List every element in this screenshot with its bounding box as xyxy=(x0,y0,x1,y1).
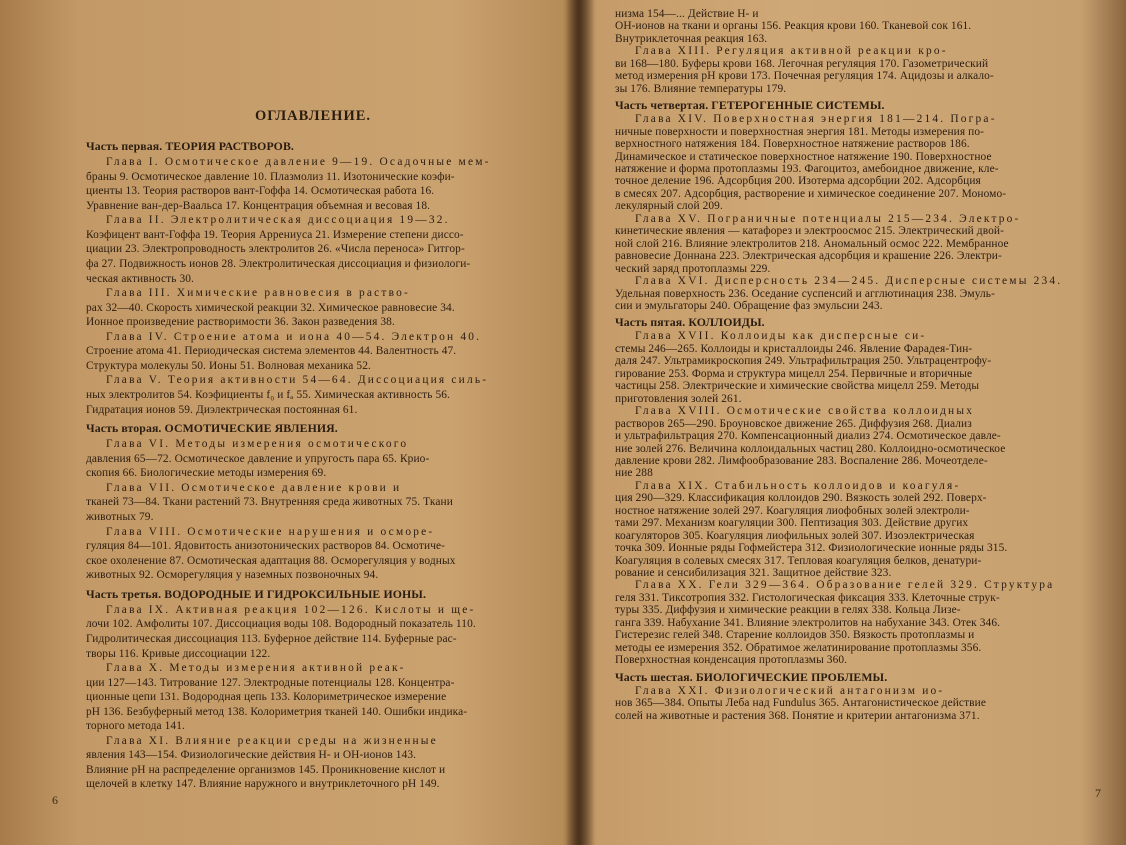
toc-line: ние 288 xyxy=(615,467,653,480)
toc-line: и ультрафильтрация 270. Компенсационный диализ 274. Осмотическое давле- xyxy=(615,430,1001,443)
toc-line: Влияние pH на распределение организмов 145. Проникновение кислот и xyxy=(86,763,446,776)
toc-line: Внутриклеточная реакция 163. xyxy=(615,32,768,45)
toc-line: явления 143—154. Физиологические действия H- и OH-ионов 143. xyxy=(86,749,417,762)
toc-line: давления 65—72. Осмотическое давление и упругость пара 65. Крио- xyxy=(86,452,430,465)
toc-line: Строение атома 41. Периодическая система элементов 44. Валентность 47. xyxy=(86,345,457,358)
toc-line: ной слой 216. Влияние электролитов 218. Аномальный осмос 222. Мембранное xyxy=(615,237,1009,250)
toc-line: ных электролитов 54. Коэфициенты f₀ и fₐ 55. Химическая активность 56. xyxy=(86,388,450,401)
toc-line: ческий заряд протоплазмы 229. xyxy=(615,262,771,275)
toc-line: фа 27. Подвижность ионов 28. Электролитическая диссоциация и физиологи- xyxy=(86,258,471,270)
chapter-heading-line: Глава XIII. Регуляция активной реакции кро- xyxy=(635,45,948,58)
toc-line: ничные поверхности и поверхностная энергия 181. Методы измерения по- xyxy=(615,125,985,138)
toc-line: давление крови 282. Лимфообразование 283. Воспаление 286. Мочеотделе- xyxy=(615,454,988,467)
toc-line: приготовления золей 261. xyxy=(615,392,742,405)
toc-line: Уравнение ван-дер-Ваальса 17. Концентрация объемная и весовая 18. xyxy=(86,199,431,212)
toc-line: Гидролитическая диссоциация 113. Буферное действие 114. Буферные рас- xyxy=(86,632,457,645)
chapter-heading-line: Глава VI. Методы измерения осмотического xyxy=(106,438,409,451)
part-heading: Часть первая. ТЕОРИЯ РАСТВОРОВ. xyxy=(86,139,294,153)
toc-line: Гистерезис гелей 348. Старение коллоидов 350. Вязкость протоплазмы и xyxy=(615,629,975,642)
right-page xyxy=(579,0,1126,845)
toc-line: даля 247. Ультрамикроскопия 249. Ультрафильтрация 250. Ультрацентрофу- xyxy=(615,355,992,368)
toc-line: рование и сенсибилизация 321. Защитное действие 323. xyxy=(615,567,892,579)
toc-line: ское охоленение 87. Осмотическая адаптация 88. Осморегуляция у водных xyxy=(86,554,456,567)
chapter-heading-line: Глава XVI. Дисперсность 234—245. Дисперсные системы 234. xyxy=(635,275,1063,288)
chapter-heading-line: Глава I. Осмотическое давление 9—19. Осадочные мем- xyxy=(106,156,491,169)
chapter-heading-line: Глава XVIII. Осмотические свойства коллоидных xyxy=(635,405,975,418)
part-heading: Часть четвертая. ГЕТЕРОГЕННЫЕ СИСТЕМЫ. xyxy=(615,98,885,113)
toc-line: точное деление 196. Адсорбция 200. Изотерма адсорбции 202. Адсорбция xyxy=(615,175,981,188)
toc-line: нов 365—384. Опыты Леба над Fundulus 365. Антагонистическое действие xyxy=(615,697,986,710)
toc-line: ция 290—329. Классификация коллоидов 290. Вязкость золей 292. Поверх- xyxy=(615,492,987,505)
toc-line: творы 116. Кривые диссоциации 122. xyxy=(86,647,271,660)
toc-line: верхностного натяжения 184. Поверхностное натяжение растворов 186. xyxy=(615,138,970,151)
toc-line: торного метода 141. xyxy=(86,720,185,733)
toc-line: ностное натяжение золей 297. Коагуляция лиофобных золей электроли- xyxy=(615,504,970,517)
toc-line: рах 32—40. Скорость химической реакции 32. Химическое равновесие 34. xyxy=(86,301,455,314)
toc-line: Динамическое и статическое поверхностное натяжение 190. Поверхностное xyxy=(615,150,992,163)
toc-line: сии и эмульгаторы 240. Обращение фаз эмульсии 243. xyxy=(615,299,883,312)
chapter-heading-line: Глава XIV. Поверхностная энергия 181—214. Погра- xyxy=(635,113,997,126)
toc-line: стемы 246—265. Коллоиды и кристаллоиды 246. Явление Фарадея-Тин- xyxy=(615,342,973,355)
toc-line: Ионное произведение растворимости 36. Закон разведения 38. xyxy=(86,316,395,329)
toc-line: низма 154—... Действие H- и xyxy=(615,8,759,20)
chapter-heading-line: Глава VII. Осмотическое давление крови и xyxy=(106,481,402,494)
toc-line: Коэфицент вант-Гоффа 19. Теория Аррениуса 21. Измерение степени диссо- xyxy=(86,228,464,241)
toc-line: туры 335. Диффузия и химические реакции в гелях 338. Кольца Лизе- xyxy=(615,604,961,617)
toc-line: циенты 13. Теория растворов вант-Гоффа 14. Осмотическая работа 16. xyxy=(86,185,435,198)
toc-line: частицы 258. Электрические и химические свойства мицелл 259. Методы xyxy=(615,380,980,393)
part-heading: Часть шестая. БИОЛОГИЧЕСКИЕ ПРОБЛЕМЫ. xyxy=(615,669,888,684)
chapter-heading-line: Глава XVII. Коллоиды как дисперсные си- xyxy=(635,330,927,343)
toc-line: щелочей в клетку 147. Влияние наружного и внутриклеточного pH 149. xyxy=(86,778,440,791)
toc-line: ганга 339. Набухание 341. Влияние электролитов на набухание 343. Отек 346. xyxy=(615,616,1001,629)
toc-line: животных 79. xyxy=(86,510,154,523)
toc-line: pH 136. Безбуферный метод 138. Колориметрия тканей 140. Ошибки индика- xyxy=(86,705,468,718)
toc-line: Коагуляция в солевых смесях 317. Тепловая коагуляция белков, денатури- xyxy=(615,554,982,567)
toc-line: ческая активность 30. xyxy=(86,272,195,285)
toc-line: гирование 253. Форма и структура мицелл 254. Первичные и вторичные xyxy=(615,367,973,380)
toc-line: ционные цепи 131. Водородная цепь 133. Колориметрическое измерение xyxy=(86,691,447,704)
page-title: ОГЛАВЛЕНИЕ. xyxy=(255,108,372,124)
chapter-heading-line: Глава II. Электролитическая диссоциация 19—32. xyxy=(106,214,450,227)
toc-line: Гидратация ионов 59. Диэлектрическая постоянная 61. xyxy=(86,403,358,416)
chapter-heading-line: Глава XX. Гели 329—364. Образование гелей 329. Структура xyxy=(635,579,1055,592)
part-heading: Часть вторая. ОСМОТИЧЕСКИЕ ЯВЛЕНИЯ. xyxy=(86,421,338,436)
page-number-left: 6 xyxy=(52,793,58,807)
part-heading: Часть пятая. КОЛЛОИДЫ. xyxy=(615,315,765,330)
toc-line: животных 92. Осморегуляция у наземных позвоночных 94. xyxy=(86,569,379,582)
toc-line: метод измерения pH крови 173. Почечная регуляция 174. Ацидозы и алкало- xyxy=(615,70,994,83)
toc-line: скопия 66. Биологические методы измерения 69. xyxy=(86,467,327,480)
toc-line: равновесие Доннана 223. Электрическая адсорбция и крашение 226. Электри- xyxy=(615,250,1002,263)
toc-line: Структура молекулы 50. Ионы 51. Волновая механика 52. xyxy=(86,359,371,372)
chapter-heading-line: Глава V. Теория активности 54—64. Диссоциация силь- xyxy=(106,374,489,387)
chapter-heading-line: Глава III. Химические равновесия в раство- xyxy=(106,287,410,300)
toc-line: растворов 265—290. Броуновское движение 265. Диффузия 268. Диализ xyxy=(615,417,972,430)
chapter-heading-line: Глава XV. Пограничные потенциалы 215—234. Электро- xyxy=(635,212,1021,225)
toc-line: браны 9. Осмотическое давление 10. Плазмолиз 11. Изотонические коэфи- xyxy=(86,170,455,183)
chapter-heading-line: Глава IX. Активная реакция 102—126. Кислоты и ще- xyxy=(106,603,476,616)
toc-line: лочи 102. Амфолиты 107. Диссоциация воды 108. Водородный показатель 110. xyxy=(86,618,476,631)
toc-line: геля 331. Тиксотропия 332. Гистологическая фиксация 333. Клеточные струк- xyxy=(615,591,1000,604)
toc-line: Поверхностная конденсация протоплазмы 360. xyxy=(615,654,848,667)
toc-line: циации 23. Электропроводность электролитов 26. «Числа переноса» Гитгор- xyxy=(86,243,465,256)
toc-line: тканей 73—84. Ткани растений 73. Внутренняя среда животных 75. Ткани xyxy=(86,496,453,509)
toc-line: ции 127—143. Титрование 127. Электродные потенциалы 128. Концентра- xyxy=(86,676,455,689)
toc-line: тами 297. Механизм коагуляции 300. Пептизация 303. Действие других xyxy=(615,517,969,530)
toc-line: методы ее измерения 352. Обратимое желатинирование протоплазмы 356. xyxy=(615,641,982,654)
chapter-heading-line: Глава XI. Влияние реакции среды на жизненные xyxy=(106,734,438,747)
toc-line: лекулярный слой 209. xyxy=(615,200,723,213)
part-heading: Часть третья. ВОДОРОДНЫЕ И ГИДРОКСИЛЬНЫЕ ИОНЫ. xyxy=(86,586,427,601)
chapter-heading-line: Глава X. Методы измерения активной реак- xyxy=(106,662,406,675)
page-number-right: 7 xyxy=(1095,786,1101,800)
chapter-heading-line: Глава VIII. Осмотические нарушения и осморе- xyxy=(106,525,435,538)
chapter-heading-line: Глава XXI. Физиологический антагонизм ио- xyxy=(635,684,945,697)
toc-line: гуляция 84—101. Ядовитость анизотонических растворов 84. Осмотиче- xyxy=(86,540,446,553)
toc-line: солей на животные и растения 368. Понятие и критерии антагонизма 371. xyxy=(615,709,980,722)
toc-line: коагуляторов 305. Коагуляция лиофильных золей 307. Изоэлектрическая xyxy=(615,529,975,542)
toc-line: в смесях 207. Адсорбция, растворение и химическое соединение 207. Мономо- xyxy=(615,187,1007,200)
toc-line: зы 176. Влияние температуры 179. xyxy=(615,82,787,95)
toc-line: точка 309. Ионные ряды Гофмейстера 312. Физиологические ионные ряды 315. xyxy=(615,542,1008,555)
toc-line: ние золей 276. Величина коллоидальных частиц 280. Коллоидно-осмотическое xyxy=(615,442,1006,455)
toc-line: кинетические явления — катафорез и электроосмос 215. Электрический двой- xyxy=(615,225,1004,238)
chapter-heading-line: Глава IV. Строение атома и иона 40—54. Электрон 40. xyxy=(106,330,482,343)
toc-line: OH-ионов на ткани и органы 156. Реакция крови 160. Тканевой сок 161. xyxy=(615,20,972,33)
toc-line: Удельная поверхность 236. Оседание суспенсий и агглютинация 238. Эмуль- xyxy=(615,287,995,300)
toc-line: ви 168—180. Буферы крови 168. Легочная регуляция 170. Газометрический xyxy=(615,57,989,70)
toc-line: натяжение и форма протоплазмы 193. Фагоцитоз, амебоидное движение, кле- xyxy=(615,163,999,175)
chapter-heading-line: Глава XIX. Стабильность коллоидов и коагуля- xyxy=(635,479,961,492)
